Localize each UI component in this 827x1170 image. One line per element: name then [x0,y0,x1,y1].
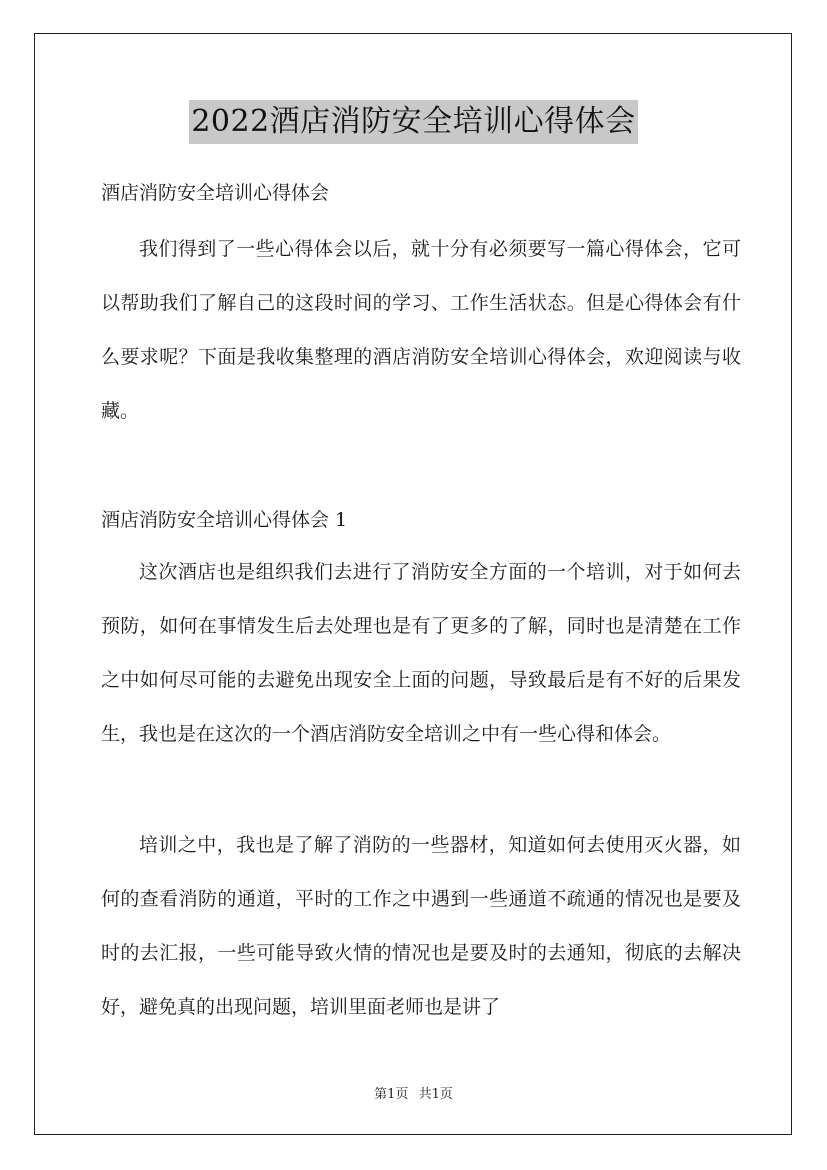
title-container [0,100,827,144]
section-heading: 酒店消防安全培训心得体会 1 [101,509,348,531]
body-paragraph-1: 这次酒店也是组织我们去进行了消防安全方面的一个培训，对于如何去预防，如何在事情发生后去处理也是有了更多的了解，同时也是清楚在工作之中如何尽可能的去避免出现安全上面的问题，导致最后是有不好的后果发生，我也是在这次的一个酒店消防安全培训之中有一些心得和体会。 [101,561,741,745]
intro-paragraph: 我们得到了一些心得体会以后，就十分有必须要写一篇心得体会，它可以帮助我们了解自己的这段时间的学习、工作生活状态。但是心得体会有什么要求呢？下面是我收集整理的酒店消防安全培训心得体会，欢迎阅读与收藏。 [101,238,741,422]
page-total: 共1页 [418,1087,453,1102]
page-footer [0,1083,827,1102]
document-title: 2022酒店消防安全培训心得体会 [189,100,637,144]
document-subtitle: 酒店消防安全培训心得体会 [101,182,330,204]
body-paragraph-2: 培训之中，我也是了解了消防的一些器材，知道如何去使用灭火器，如何的查看消防的通道，平时的工作之中遇到一些通道不疏通的情况也是要及时的去汇报，一些可能导致火情的情况也是要及时的去通知，彻底的去解决好，避免真的出现问题，培训里面老师也是讲了 [101,834,741,1018]
page-number: 第1页 [374,1087,409,1102]
